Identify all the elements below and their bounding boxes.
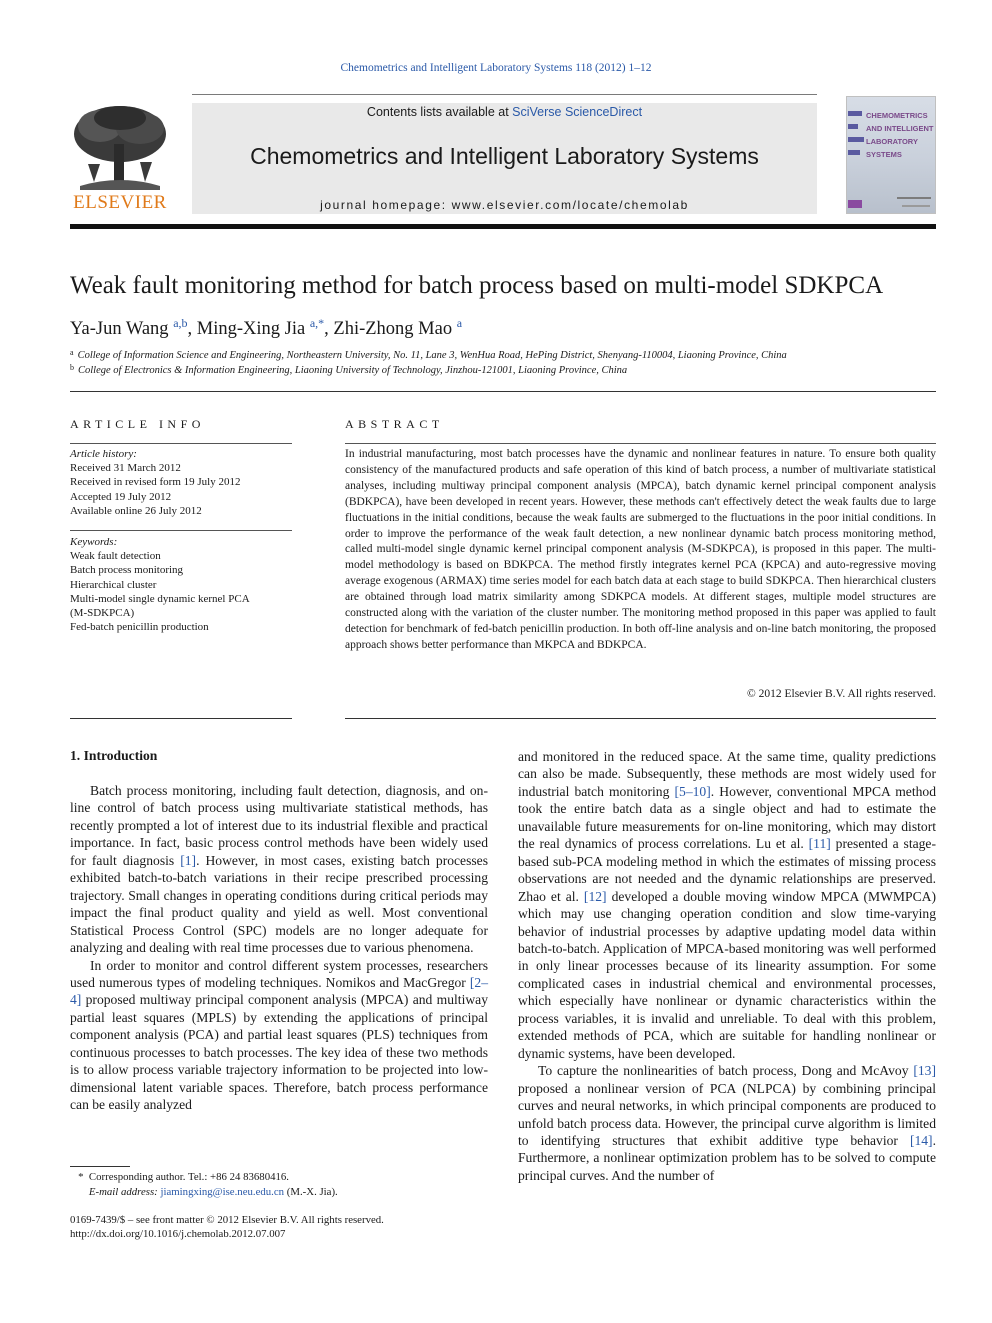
author-name: Zhi-Zhong Mao [333, 319, 453, 339]
email-link[interactable]: jiamingxing@ise.neu.edu.cn [160, 1186, 285, 1198]
keyword-item: Batch process monitoring [70, 564, 184, 577]
body-text: and monitored in the reduced space. At the same time, quality predictions can also be made. Subsequently, these methods are most widely used for industrial batch monitoring [518, 749, 936, 799]
keywords [70, 535, 292, 634]
cover-title-line: AND INTELLIGENT [866, 124, 934, 133]
keyword-item: Fed-batch penicillin production [70, 621, 209, 634]
author-list [70, 316, 936, 340]
reference-link[interactable]: [1] [180, 852, 197, 868]
affiliation-text: College of Information Science and Engineering, Northeastern University, No. 11, Lane 3, WenHua Road, HePing District, Shenyang-110004, Liaoning Province, China [77, 350, 787, 361]
abstract-heading: ABSTRACT [345, 417, 444, 431]
history-item: Received 31 March 2012 [70, 462, 181, 475]
journal-cover-thumbnail[interactable] [846, 96, 936, 214]
article-info-heading: ARTICLE INFO [70, 417, 205, 431]
affiliation-mark: b [70, 363, 74, 372]
reference-link[interactable]: [12] [583, 888, 607, 904]
body-text: proposed multiway principal component analysis (MPCA) and multiway partial least squares (MPLS) by extending the applications of principal component analysis (PCA) and partial least squares (PLS) techniques from continuous processes to batch processes. The key idea of these two methods is to allow process variable trajectory information to be projected into low-dimensional latent variable spaces. Therefore, batch process performance can be easily analyzed [70, 992, 488, 1113]
cover-title-line: CHEMOMETRICS [866, 111, 928, 120]
body-text: To capture the nonlinearities of batch process, Dong and McAvoy [538, 1063, 914, 1079]
article-history [70, 447, 292, 518]
reference-link[interactable]: [14] [909, 1132, 933, 1148]
abstract-divider [345, 443, 936, 444]
affiliation [70, 348, 936, 361]
keyword-item: Hierarchical cluster [70, 578, 157, 591]
affiliation-mark: a [70, 348, 74, 357]
author-separator: , [187, 319, 197, 339]
keyword-item: (M-SDKPCA) [70, 607, 135, 620]
section-divider [70, 391, 936, 392]
info-divider [70, 530, 292, 531]
elsevier-wordmark: ELSEVIER [73, 192, 167, 213]
abstract-text: In industrial manufacturing, most batch processes have the dynamic and nonlinear features in nature. To ensure both quality consistency of the manufactured products and safe operation of this kind of batch process, a number of multivariate statistical analyses, including multiway principal component analysis (MPCA), batch dynamic kernel principal component analysis (BDKPCA), have been developed in recent years. However, these methods can't effectively detect the weak faults due to large fluctuations in the initial conditions, because the weak faults are submerged to the fluctuations in the poor initial conditions. In order to improve the performance of the weak fault detection, a new nonlinear dynamic batch process monitoring method, called multi-model single dynamic kernel principal component analysis (M-SDKPCA), is proposed in this paper. The multi-model methodology is based on BDKPCA. The method firstly integrates kernel PCA (KPCA) and auto-regressive moving average exogenous (ARMAX) time series model for each batch data at each stage to build SDKPCA. Then hierarchical clusters are obtained through load matrix similarity among SDKPCA models. At different stages, multiple model structures are constructed along with the variation of the cluster number. The monitoring method proposed in this paper was applied to fault detection for benchmark of fed-batch penicillin production. In both off-line analysis and on-line batch monitoring, the proposed approach shows better performance than MKPCA and BDKPCA. [345, 448, 936, 651]
history-item: Accepted 19 July 2012 [70, 490, 172, 503]
history-item: Available online 26 July 2012 [70, 504, 202, 517]
journal-citation[interactable]: Chemometrics and Intelligent Laboratory Systems 118 (2012) 1–12 [340, 62, 652, 74]
author-name: Ming-Xing Jia [196, 319, 306, 339]
body-column-left [70, 782, 488, 1114]
keyword-item: Multi-model single dynamic kernel PCA [70, 592, 250, 605]
author-name: Ya-Jun Wang [70, 319, 169, 339]
body-text: Batch process monitoring, including fault detection, diagnosis, and on-line control of batch process using multivariate statistical methods, has recently prompted a lot of interest due to its industrial flexible and practical importance. In fact, basic process control methods have been widely used for fault diagnosis [70, 783, 488, 868]
footnote-rule [70, 1166, 130, 1167]
introduction-heading: 1. Introduction [70, 748, 158, 763]
body-text: presented a stage-based sub-PCA modeling method in which the estimates of missing process observations are not needed and the dynamic relationships are preserved. Zhao et al. [518, 836, 936, 904]
author-separator: , [324, 319, 334, 339]
body-paragraph [518, 1062, 936, 1184]
body-text: In order to monitor and control different system processes, researchers used numerous types of modeling techniques. Nomikos and MacGregor [70, 957, 488, 990]
keywords-label: Keywords: [70, 536, 118, 548]
body-text: . However, conventional MPCA method took the entire batch data as a single object and had to estimate the unavailable future measurements for on-line monitoring, which may distort the real dynamics of process correlations. Lu et al. [518, 783, 936, 852]
cover-title-line: LABORATORY [866, 137, 918, 146]
footnote-mark: * [78, 1171, 84, 1183]
article-title: Weak fault monitoring method for batch process based on multi-model SDKPCA [70, 272, 884, 299]
elsevier-tree-logo [70, 104, 170, 216]
info-bottom-rule [70, 718, 292, 719]
info-divider [70, 443, 292, 444]
history-item: Received in revised form 19 July 2012 [70, 476, 241, 489]
reference-link[interactable]: [5–10] [674, 783, 711, 799]
reference-link[interactable]: [11] [808, 836, 831, 852]
masthead-rule [192, 94, 817, 95]
body-paragraph [70, 957, 488, 1114]
journal-name: Chemometrics and Intelligent Laboratory Systems [250, 143, 759, 169]
body-text: . However, in most cases, existing batch processes exhibited batch-to-batch variations in their recipe prescribed processing trajectory. Small changes in operating conditions during critical periods may impact the final product quality and yield as well. Most conventional Statistical Process Control (SPC) models are no longer adequate for analyzing and dealing with real time processes due to various phenomena. [70, 852, 488, 956]
author-affiliation-mark[interactable]: a,* [309, 316, 325, 330]
body-text: . Furthermore, a nonlinear optimization problem has to be solved to compute principal curves. And the number of [518, 1132, 936, 1183]
homepage-prefix: journal homepage: [320, 198, 452, 212]
keyword-item: Weak fault detection [70, 550, 161, 563]
corresponding-author-note [70, 1171, 490, 1183]
reference-link[interactable]: [13] [913, 1063, 936, 1079]
issn-line: 0169-7439/$ – see front matter © 2012 Elsevier B.V. All rights reserved. [70, 1214, 384, 1226]
cover-flag-icon [848, 200, 862, 208]
tree-icon [70, 104, 170, 190]
doi-link[interactable]: http://dx.doi.org/10.1016/j.chemolab.2012.07.007 [70, 1228, 286, 1240]
author-affiliation-mark[interactable]: a,b [173, 316, 188, 330]
cover-title-line: SYSTEMS [866, 150, 902, 159]
affiliation-text: College of Electronics & Information Engineering, Liaoning University of Technology, Jinzhou-121001, Liaoning Province, China [78, 365, 628, 376]
journal-masthead [70, 94, 936, 218]
author-affiliation-mark[interactable]: a [456, 316, 463, 330]
body-paragraph [70, 782, 488, 957]
abstract-bottom-rule [345, 718, 936, 719]
masthead-panel [192, 103, 817, 214]
email-label: E-mail address: [88, 1186, 161, 1198]
reference-link[interactable]: [2–4] [70, 974, 488, 1008]
email-note [70, 1186, 490, 1198]
history-label: Article history: [70, 448, 137, 460]
corresponding-text: Corresponding author. Tel.: +86 24 83680416. [88, 1171, 289, 1183]
homepage-link[interactable]: www.elsevier.com/locate/chemolab [451, 198, 689, 212]
affiliation [70, 363, 936, 376]
cover-title [866, 109, 936, 161]
email-suffix: (M.-X. Jia). [284, 1186, 338, 1198]
cover-publisher-mark [902, 205, 930, 207]
contents-availability [192, 105, 817, 119]
body-text: proposed a nonlinear version of PCA (NLPCA) by combining principal curves and neural networks, in which principal components are produced to unfold batch process data. However, the principal curve algorithm is limited to identifying structures that exhibit additive type behavior [518, 1080, 936, 1148]
body-text: developed a double moving window MPCA (MWMPCA) which may use changing operation condition and slow time-varying behavior of industrial processes by adaptive updating model data within batch-to-batch. Application of MPCA-based monitoring was well performed in only linear processes because of its linearity assumption. For some complicated cases in industrial chemical and environmental processes, which especially have nonlinear or dynamic characteristics within the process variables, it is invalid and unreliable. To deal with this problem, extended methods of PCA, which are suitable for handling nonlinear or dynamic systems, have been developed. [518, 888, 936, 1061]
body-column-right [518, 748, 936, 1184]
abstract-copyright: © 2012 Elsevier B.V. All rights reserved. [747, 688, 936, 700]
contents-prefix: Contents lists available at [366, 105, 513, 119]
cover-publisher-mark [897, 197, 931, 199]
body-paragraph [518, 748, 936, 1062]
header-divider [70, 224, 936, 229]
sciencedirect-link[interactable]: SciVerse ScienceDirect [512, 105, 643, 119]
journal-homepage [192, 198, 817, 212]
